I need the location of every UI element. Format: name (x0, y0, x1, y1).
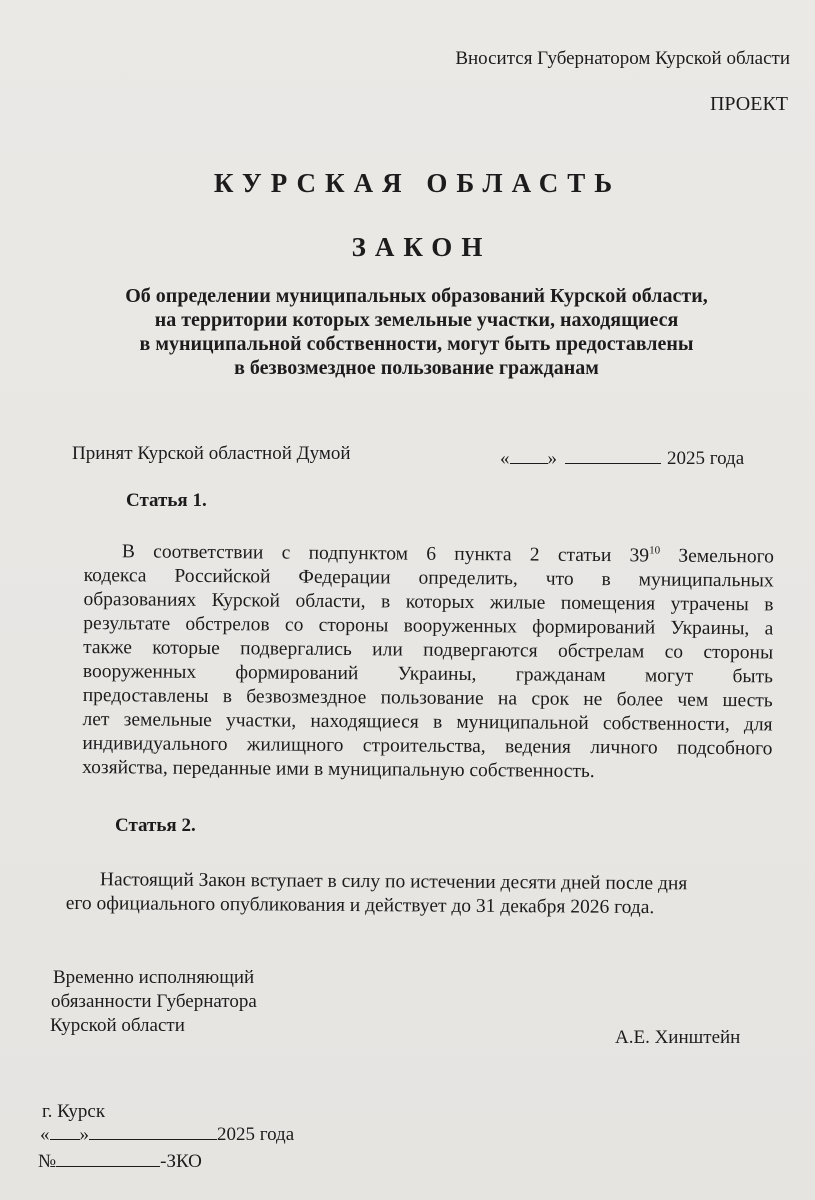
law-title-line: в безвозмездное пользование гражданам (234, 357, 599, 379)
month-blank (565, 449, 661, 464)
signing-year: 2025 года (217, 1124, 295, 1145)
quote-open: « (40, 1124, 50, 1145)
number-suffix: -ЗКО (160, 1151, 202, 1172)
article-1-line: кодекса Российской Федерации определить, что в муниципальных (83, 564, 774, 592)
quote-open: « (500, 448, 510, 469)
article-2-line: Настоящий Закон вступает в силу по истечении десяти дней после дня (99, 869, 688, 895)
adoption-year: 2025 года (667, 448, 745, 469)
law-number-field (38, 1151, 202, 1173)
article-1-line: хозяйства, переданные ими в муниципальную собственность. (82, 756, 595, 783)
region-heading: КУРСКАЯ ОБЛАСТЬ (213, 168, 622, 198)
law-title-line: Об определении муниципальных образований Курской области, (125, 285, 708, 307)
document-type-heading: ЗАКОН (351, 232, 492, 262)
law-title-line: в муниципальной собственности, могут быть предоставлены (139, 333, 694, 355)
article-1-line: образованиях Курской области, в которых жилые помещения утрачены в (83, 588, 774, 616)
signer-position (50, 966, 257, 1038)
number-blank (56, 1152, 160, 1167)
signer-position-line: Временно исполняющий (53, 967, 255, 988)
superscript: 10 (649, 544, 661, 557)
article-2-heading: Статья 2. (115, 815, 196, 836)
text-segment: В соответствии с подпунктом 6 пункта 2 статьи 39 (121, 541, 650, 567)
draft-status-label: ПРОЕКТ (709, 93, 788, 115)
article-1-line: вооруженных формирований Украины, гражданам могут быть (82, 660, 774, 688)
text-segment: Земельного (660, 545, 774, 568)
article-1-heading: Статья 1. (126, 490, 207, 511)
article-1-line: предоставлены в безвозмездное пользование на срок не более чем шесть (82, 684, 773, 712)
introduced-by-note: Вносится Губернатором Курской области (455, 48, 790, 69)
signing-date-field (40, 1124, 294, 1146)
signer-position-line: обязанности Губернатора (51, 991, 257, 1012)
adoption-label: Принят Курской областной Думой (72, 443, 351, 464)
article-1-line: также которые подвергались или подвергаются обстрелам со стороны (83, 636, 774, 664)
signer-name: А.Е. Хинштейн (615, 1027, 741, 1048)
signing-place: г. Курск (42, 1101, 106, 1122)
article-2-body (66, 868, 688, 920)
law-title-line: на территории которых земельные участки, находящиеся (154, 309, 679, 331)
quote-close: » (547, 448, 557, 469)
day-blank (510, 449, 548, 464)
article-1-line: лет земельные участки, находящиеся в муниципальной собственности, для (82, 708, 773, 736)
article-1-body (82, 540, 774, 785)
number-sign: № (38, 1151, 57, 1172)
adoption-date-field (500, 448, 744, 470)
month-blank (89, 1125, 217, 1140)
law-title (0, 284, 815, 380)
quote-close: » (79, 1124, 89, 1145)
article-2-line: его официального опубликования и действует до 31 декабря 2026 года. (65, 892, 655, 919)
article-1-line: результате обстрелов со стороны вооруженных формирований Украины, а (83, 612, 774, 640)
signer-position-line: Курской области (50, 1015, 185, 1036)
day-blank (50, 1125, 80, 1140)
article-1-line: индивидуального жилищного строительства, ведения личного подсобного (82, 732, 773, 760)
